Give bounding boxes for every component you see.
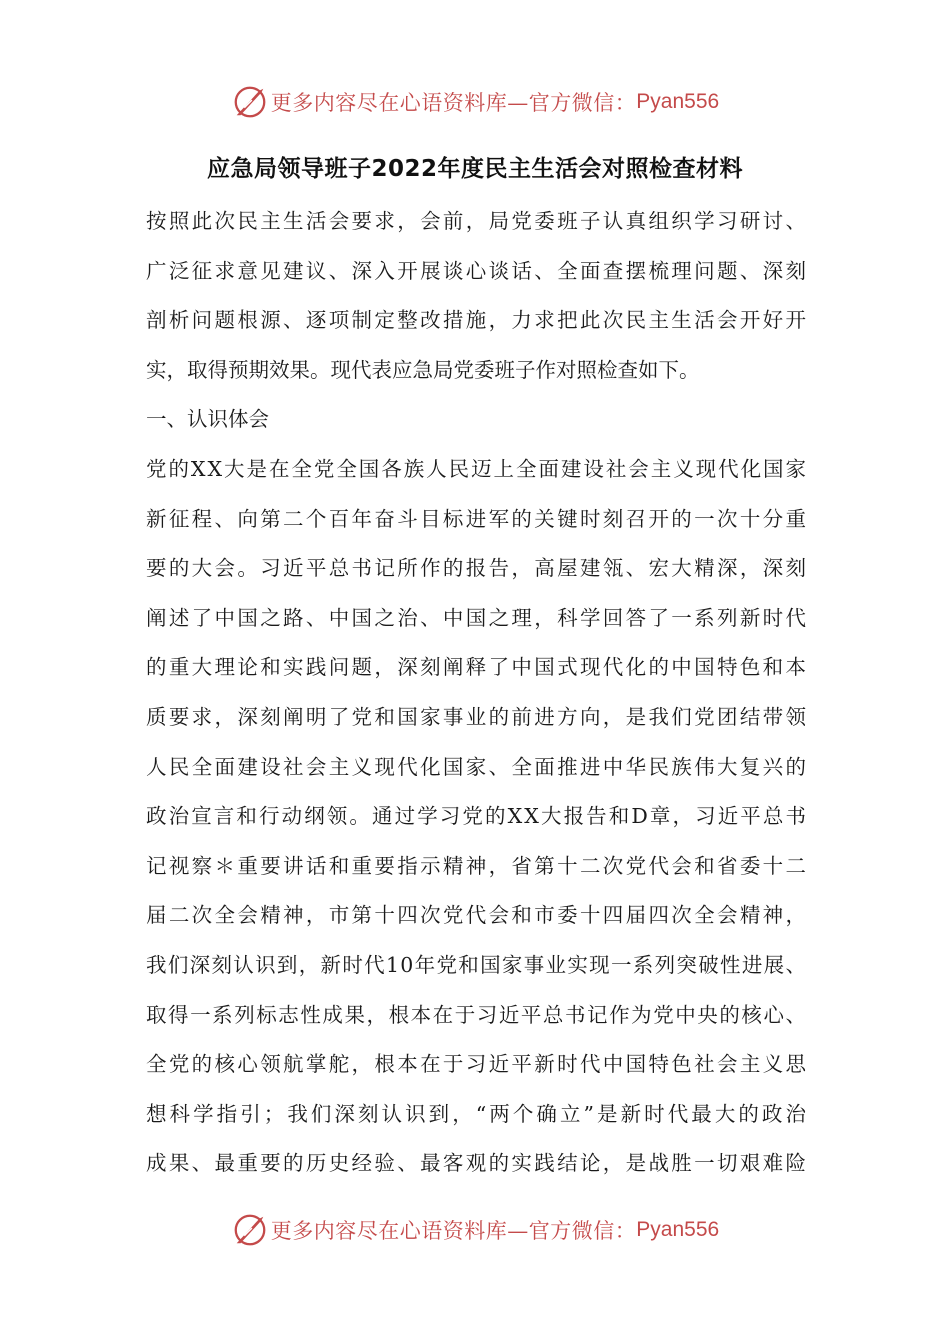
body-line: 质要求，深刻阐明了党和国家事业的前进方向，是我们党团结带领 <box>146 705 809 729</box>
body-line: 新征程、向第二个百年奋斗目标进军的关键时刻召开的一次十分重 <box>146 506 809 531</box>
body-line: 届二次全会精神，市第十四次党代会和市委十四届四次全会精神， <box>146 903 809 928</box>
banner-text: 更多内容尽在心语资料库—官方微信： <box>270 1219 637 1243</box>
body-line: 全党的核心领航掌舵，根本在于习近平新时代中国特色社会主义思 <box>146 1052 809 1077</box>
body-line: 按照此次民主生活会要求，会前，局党委班子认真组织学习研讨、 <box>146 209 809 233</box>
red-quill-logo-icon <box>231 1211 269 1249</box>
body-line: 阐述了中国之路、中国之治、中国之理，科学回答了一系列新时代 <box>146 605 809 630</box>
body-line: 党的XX大是在全党全国各族人民迈上全面建设社会主义现代化国家 <box>146 457 808 481</box>
body-line: 的重大理论和实践问题，深刻阐释了中国式现代化的中国特色和本 <box>146 655 809 680</box>
body-line: 剖析问题根源、逐项制定整改措施，力求把此次民主生活会开好开 <box>146 308 809 333</box>
body-line: 广泛征求意见建议、深入开展谈心谈话、全面查摆梳理问题、深刻 <box>146 258 809 283</box>
document-title: 应急局领导班子2022年度民主生活会对照检查材料 <box>206 156 743 182</box>
section-heading: 一、认识体会 <box>146 407 269 432</box>
body-line: 取得一系列标志性成果，根本在于习近平总书记作为党中央的核心、 <box>146 1002 808 1027</box>
body-line: 实，取得预期效果。现代表应急局党委班子作对照检查如下。 <box>146 357 700 382</box>
banner-text: 更多内容尽在心语资料库—官方微信： <box>270 91 637 115</box>
body-line: 要的大会。习近平总书记所作的报告，高屋建瓴、宏大精深，深刻 <box>146 556 809 581</box>
header-banner <box>0 80 950 124</box>
banner-wechat-id: Pyan556 <box>636 1218 720 1241</box>
footer-banner <box>0 1208 950 1252</box>
banner-wechat-id: Pyan556 <box>636 90 720 113</box>
body-line: 想科学指引；我们深刻认识到，“两个确立”是新时代最大的政治 <box>146 1101 810 1126</box>
body-line: 成果、最重要的历史经验、最客观的实践结论，是战胜一切艰难险 <box>146 1151 809 1176</box>
body-line: 政治宣言和行动纲领。通过学习党的XX大报告和D章，习近平总书 <box>146 804 809 829</box>
body-line: 人民全面建设社会主义现代化国家、全面推进中华民族伟大复兴的 <box>146 754 809 779</box>
body-line: 记视察＊重要讲话和重要指示精神，省第十二次党代会和省委十二 <box>146 853 809 878</box>
body-line: 我们深刻认识到，新时代10年党和国家事业实现一系列突破性进展、 <box>146 953 808 977</box>
red-quill-logo-icon <box>231 83 269 121</box>
